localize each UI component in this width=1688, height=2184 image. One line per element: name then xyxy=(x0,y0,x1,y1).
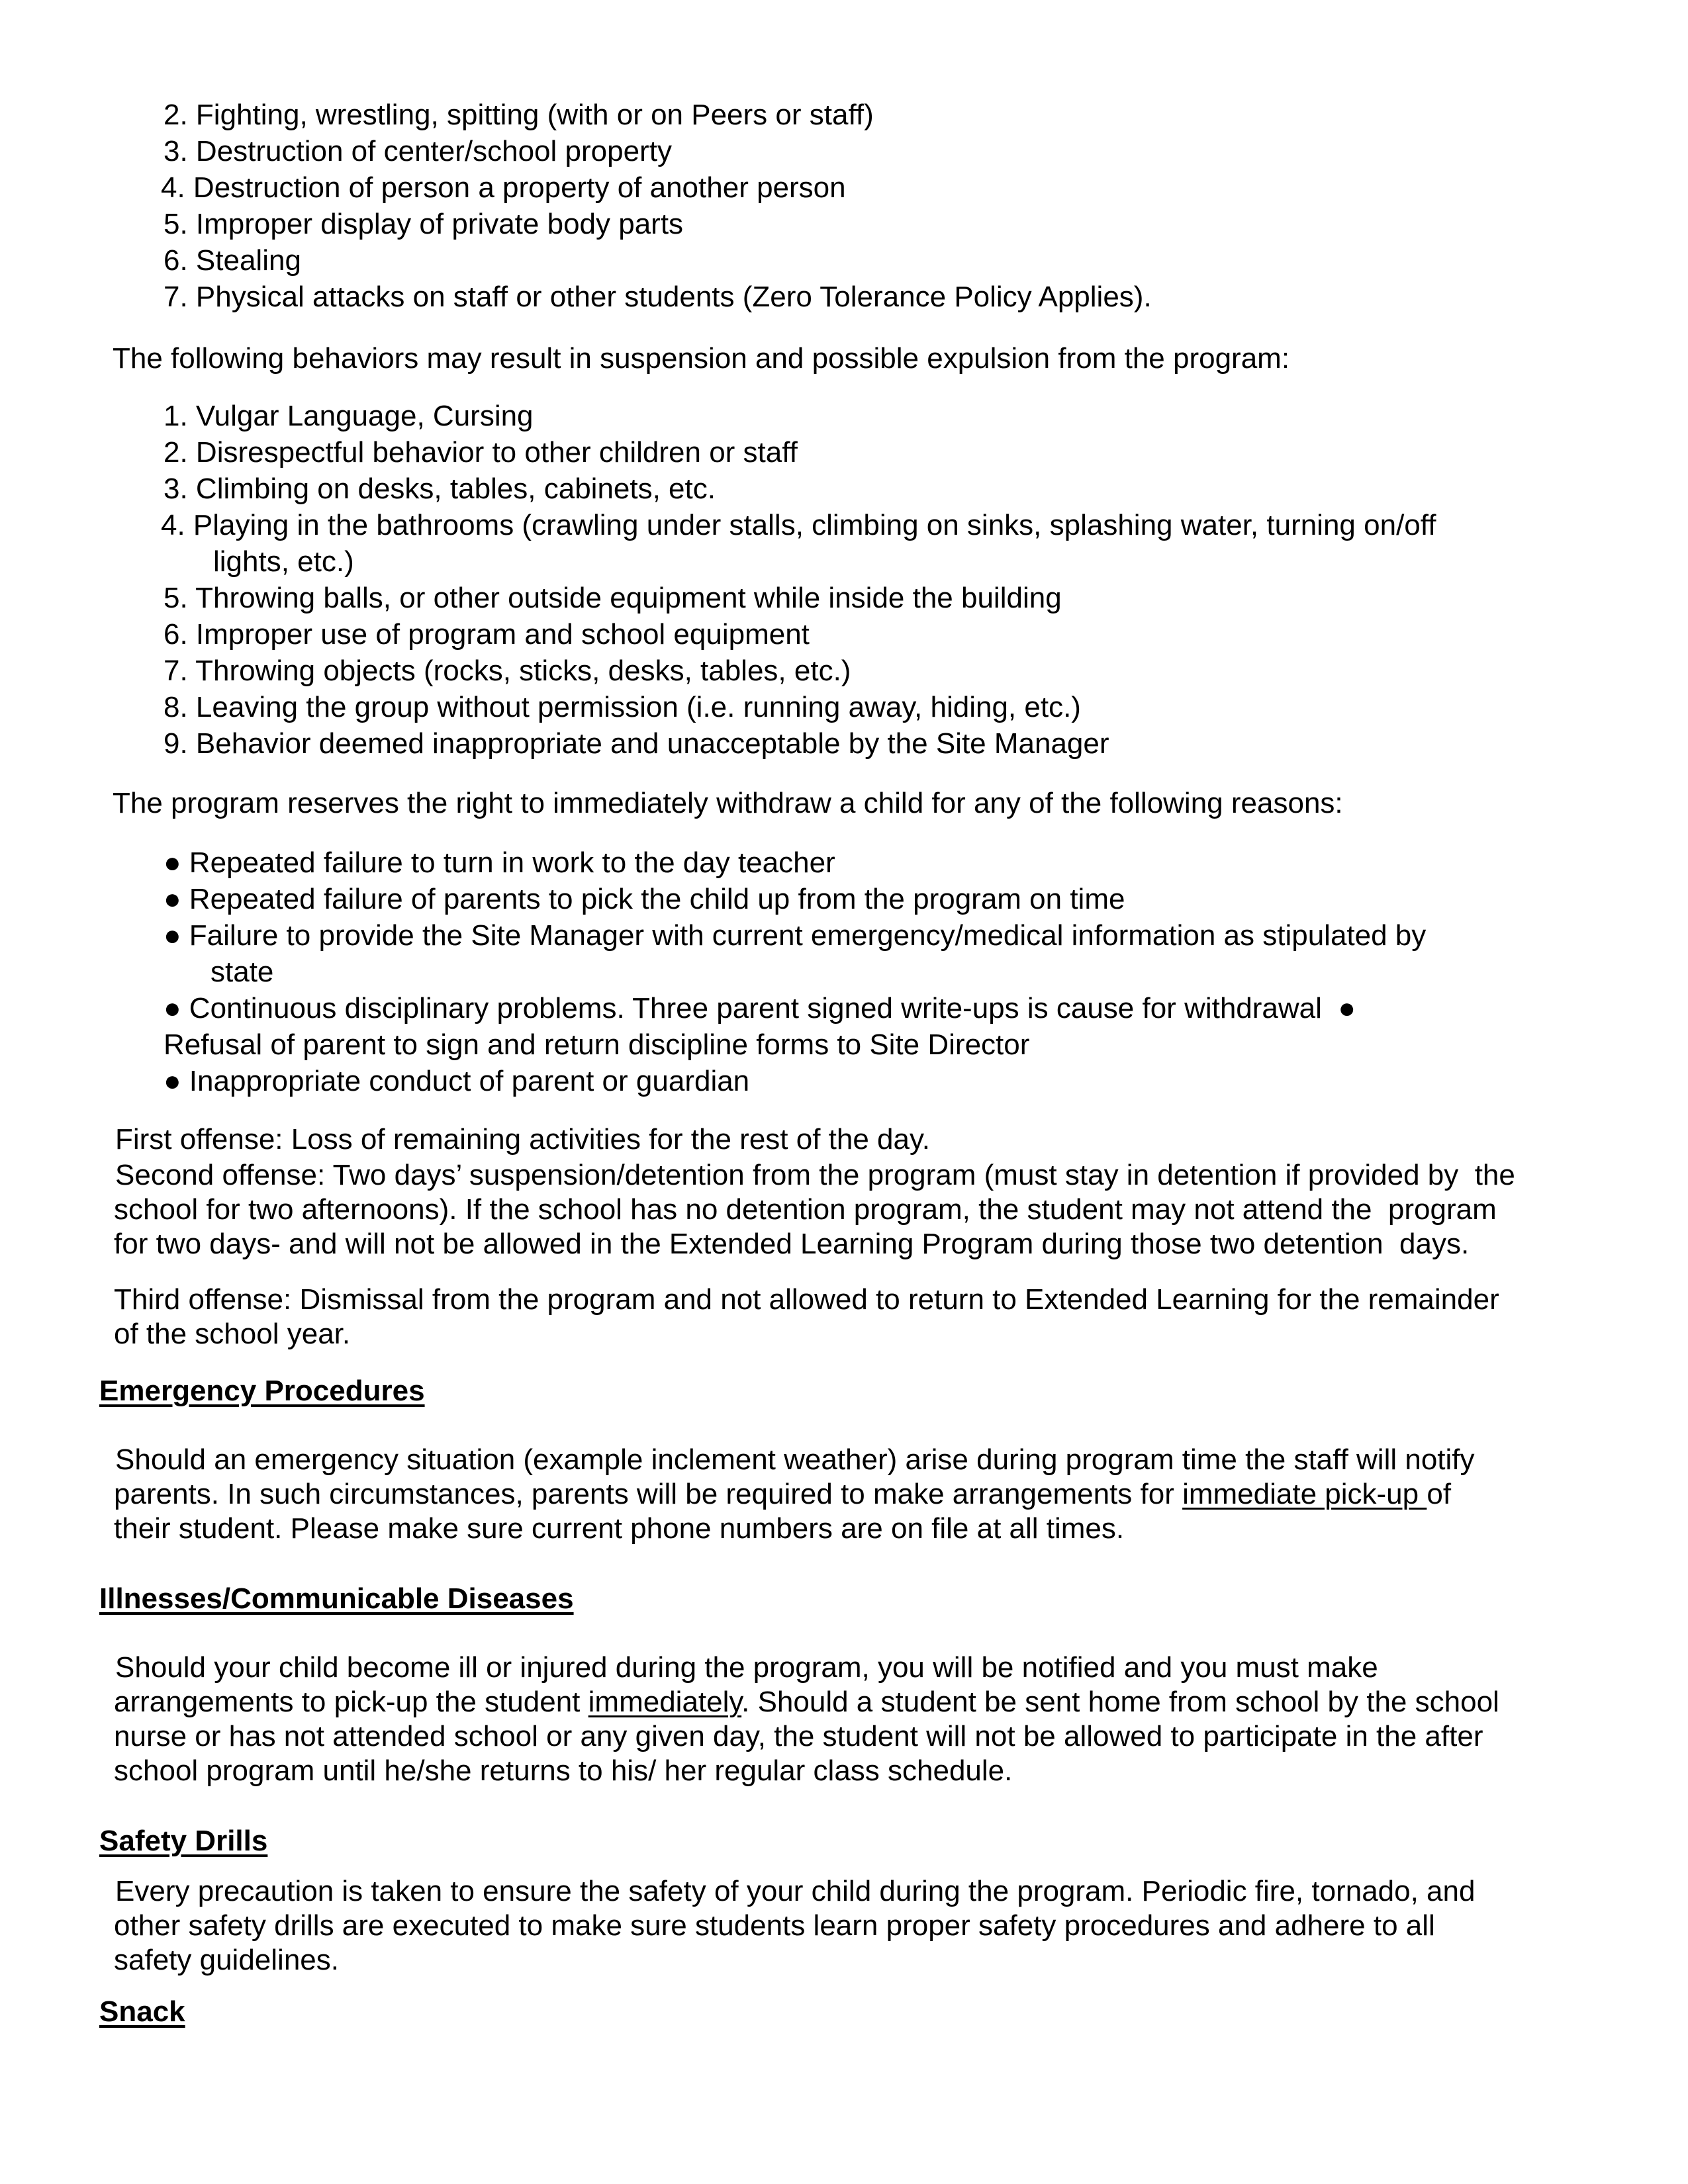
emergency-text-part: of xyxy=(1427,1478,1452,1510)
list-item: 5. Throwing balls, or other outside equipment while inside the building xyxy=(164,582,1062,614)
illness-text: school program until he/she returns to his/ her regular class schedule. xyxy=(114,1754,1013,1787)
list-item: 7. Throwing objects (rocks, sticks, desks, tables, etc.) xyxy=(164,655,851,687)
illness-text: nurse or has not attended school or any given day, the student will not be allowed to participate in the after xyxy=(114,1720,1483,1752)
list-item: 3. Destruction of center/school property xyxy=(164,135,672,167)
emergency-text: their student. Please make sure current phone numbers are on file at all times. xyxy=(114,1512,1125,1545)
list-item: 7. Physical attacks on staff or other students (Zero Tolerance Policy Applies). xyxy=(164,281,1152,313)
bullet-item: ● Repeated failure of parents to pick the child up from the program on time xyxy=(164,883,1125,915)
list-item: 6. Improper use of program and school equipment xyxy=(164,618,810,651)
bullet-item: ● Continuous disciplinary problems. Three parent signed write-ups is cause for withdrawal ● xyxy=(164,992,1356,1024)
bullet-item-continuation: state xyxy=(211,956,274,988)
suspension-intro: The following behaviors may result in suspension and possible expulsion from the program: xyxy=(113,342,1290,375)
immediately-emphasis: immediately xyxy=(588,1686,742,1718)
safety-text: other safety drills are executed to make sure students learn proper safety procedures and adhere to all xyxy=(114,1909,1435,1942)
illness-text-part: . Should a student be sent home from school by the school xyxy=(741,1686,1499,1718)
list-item: 6. Stealing xyxy=(164,244,301,277)
illness-text-part: arrangements to pick-up the student xyxy=(114,1686,588,1718)
list-item: 1. Vulgar Language, Cursing xyxy=(164,400,534,432)
list-item: 8. Leaving the group without permission (i.e. running away, hiding, etc.) xyxy=(164,691,1081,723)
illness-text xyxy=(114,1685,1499,1719)
illness-text: Should your child become ill or injured during the program, you will be notified and you must make xyxy=(115,1651,1378,1684)
safety-text: safety guidelines. xyxy=(114,1944,339,1976)
list-item: 5. Improper display of private body parts xyxy=(164,208,684,240)
section-heading-snack: Snack xyxy=(99,1995,185,2028)
immediate-pickup-emphasis: immediate pick-up xyxy=(1182,1478,1427,1510)
list-item: 2. Fighting, wrestling, spitting (with or on Peers or staff) xyxy=(164,99,874,131)
list-item-continuation: lights, etc.) xyxy=(213,545,354,578)
bullet-item: ● Inappropriate conduct of parent or guardian xyxy=(164,1065,750,1097)
list-item: 4. Destruction of person a property of another person xyxy=(161,171,846,204)
list-item: 4. Playing in the bathrooms (crawling under stalls, climbing on sinks, splashing water, turning on/off xyxy=(161,509,1436,541)
third-offense: Third offense: Dismissal from the program and not allowed to return to Extended Learning for the remainder xyxy=(114,1283,1499,1316)
section-heading-emergency: Emergency Procedures xyxy=(99,1375,425,1407)
second-offense-cont: school for two afternoons). If the school has no detention program, the student may not attend the program xyxy=(114,1193,1497,1226)
emergency-text-part: parents. In such circumstances, parents will be required to make arrangements for xyxy=(114,1478,1183,1510)
bullet-item: ● Repeated failure to turn in work to the day teacher xyxy=(164,846,835,879)
withdraw-intro: The program reserves the right to immediately withdraw a child for any of the following reasons: xyxy=(113,787,1343,819)
section-heading-safety-drills: Safety Drills xyxy=(99,1825,268,1857)
third-offense-cont: of the school year. xyxy=(114,1318,351,1350)
section-heading-illnesses: Illnesses/Communicable Diseases xyxy=(99,1582,574,1615)
second-offense: Second offense: Two days’ suspension/detention from the program (must stay in detention if provided by the xyxy=(115,1159,1515,1191)
bullet-item: ● Failure to provide the Site Manager with current emergency/medical information as stipulated by xyxy=(164,919,1427,952)
safety-text: Every precaution is taken to ensure the safety of your child during the program. Periodic fire, tornado, and xyxy=(115,1875,1476,1907)
list-item: 9. Behavior deemed inappropriate and unacceptable by the Site Manager xyxy=(164,727,1109,760)
list-item: 3. Climbing on desks, tables, cabinets, etc. xyxy=(164,473,716,505)
emergency-text: Should an emergency situation (example inclement weather) arise during program time the staff will notify xyxy=(115,1443,1475,1476)
first-offense: First offense: Loss of remaining activities for the rest of the day. xyxy=(115,1123,930,1156)
bullet-item-continuation: Refusal of parent to sign and return discipline forms to Site Director xyxy=(164,1028,1030,1061)
list-item: 2. Disrespectful behavior to other children or staff xyxy=(164,436,798,469)
second-offense-cont: for two days- and will not be allowed in the Extended Learning Program during those two detention days. xyxy=(114,1228,1470,1260)
emergency-text xyxy=(114,1477,1451,1512)
